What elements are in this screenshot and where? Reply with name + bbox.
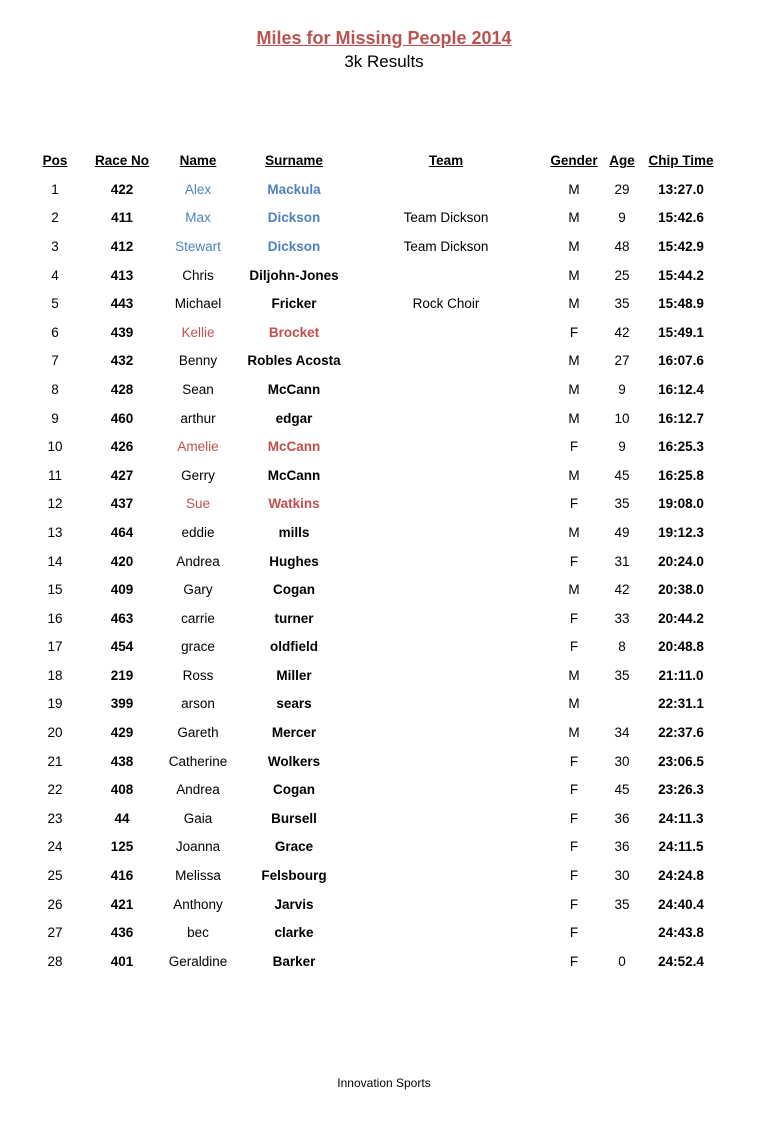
cell-team bbox=[348, 575, 544, 604]
table-row bbox=[22, 204, 722, 233]
cell-race-no: 416 bbox=[110, 868, 134, 884]
cell-surname: Miller bbox=[276, 667, 312, 683]
cell-pos: 27 bbox=[47, 925, 63, 941]
table-row bbox=[22, 661, 722, 690]
cell-pos: 26 bbox=[47, 896, 63, 912]
cell-age: 9 bbox=[618, 210, 626, 226]
table-row bbox=[22, 518, 722, 547]
cell-name: arson bbox=[181, 696, 215, 712]
table-row bbox=[22, 404, 722, 433]
cell-race-no: 44 bbox=[114, 810, 130, 826]
cell-name: Anthony bbox=[173, 896, 223, 912]
cell-race-no: 454 bbox=[110, 639, 134, 655]
cell-team bbox=[348, 175, 544, 204]
cell-age: 10 bbox=[614, 410, 630, 426]
table-row bbox=[22, 804, 722, 833]
cell-chip-time: 16:12.7 bbox=[658, 410, 704, 426]
cell-surname: Brocket bbox=[268, 324, 320, 340]
cell-pos: 11 bbox=[47, 467, 62, 483]
cell-surname: oldfield bbox=[270, 639, 318, 655]
cell-surname: Mackula bbox=[267, 181, 321, 197]
cell-race-no: 443 bbox=[110, 296, 134, 312]
cell-chip-time: 15:49.1 bbox=[658, 324, 704, 340]
cell-team bbox=[348, 947, 544, 976]
cell-gender: M bbox=[568, 353, 580, 369]
cell-age: 45 bbox=[614, 782, 630, 798]
cell-name: Sean bbox=[182, 381, 214, 397]
cell-pos: 15 bbox=[47, 582, 63, 598]
cell-surname: Watkins bbox=[268, 496, 320, 512]
cell-age: 29 bbox=[614, 181, 630, 197]
cell-name: Michael bbox=[174, 296, 222, 312]
cell-surname: Cogan bbox=[273, 782, 315, 798]
cell-gender: F bbox=[569, 753, 579, 769]
table-row bbox=[22, 690, 722, 719]
cell-chip-time: 21:11.0 bbox=[658, 667, 704, 683]
cell-name: Andrea bbox=[176, 782, 220, 798]
table-row bbox=[22, 175, 722, 204]
cell-team bbox=[348, 890, 544, 919]
results-table-header bbox=[22, 146, 722, 175]
cell-surname: Wolkers bbox=[267, 753, 321, 769]
table-row bbox=[22, 633, 722, 662]
cell-name: carrie bbox=[181, 610, 215, 626]
cell-name: eddie bbox=[181, 524, 215, 540]
cell-team bbox=[348, 604, 544, 633]
cell-team bbox=[348, 261, 544, 290]
cell-chip-time: 22:31.1 bbox=[658, 696, 704, 712]
cell-age bbox=[604, 690, 640, 719]
cell-gender: F bbox=[569, 553, 579, 569]
cell-chip-time: 16:25.8 bbox=[658, 467, 704, 483]
table-row bbox=[22, 261, 722, 290]
column-header-name: Name bbox=[179, 153, 217, 168]
table-row bbox=[22, 490, 722, 519]
table-row bbox=[22, 432, 722, 461]
header-row bbox=[22, 146, 722, 175]
cell-gender: F bbox=[569, 610, 579, 626]
cell-gender: M bbox=[568, 696, 580, 712]
cell-gender: M bbox=[568, 210, 580, 226]
table-row bbox=[22, 604, 722, 633]
cell-chip-time: 16:07.6 bbox=[658, 353, 704, 369]
cell-race-no: 412 bbox=[110, 238, 134, 254]
cell-gender: F bbox=[569, 324, 579, 340]
cell-race-no: 429 bbox=[110, 725, 134, 741]
cell-pos: 13 bbox=[47, 524, 63, 540]
cell-pos: 2 bbox=[51, 210, 59, 226]
cell-surname: Diljohn-Jones bbox=[249, 267, 339, 283]
cell-pos: 23 bbox=[47, 810, 63, 826]
results-table bbox=[22, 146, 722, 976]
table-row bbox=[22, 947, 722, 976]
page-title: Miles for Missing People 2014 bbox=[256, 28, 512, 48]
cell-age: 42 bbox=[614, 324, 630, 340]
cell-age: 35 bbox=[614, 496, 630, 512]
cell-chip-time: 20:38.0 bbox=[658, 582, 704, 598]
cell-chip-time: 16:12.4 bbox=[658, 381, 704, 397]
cell-gender: F bbox=[569, 839, 579, 855]
cell-chip-time: 16:25.3 bbox=[658, 439, 704, 455]
cell-race-no: 125 bbox=[110, 839, 134, 855]
cell-surname: edgar bbox=[275, 410, 313, 426]
cell-team bbox=[348, 861, 544, 890]
cell-age: 49 bbox=[614, 524, 630, 540]
cell-gender: F bbox=[569, 953, 579, 969]
cell-race-no: 460 bbox=[110, 410, 134, 426]
cell-race-no: 436 bbox=[110, 925, 134, 941]
cell-age: 45 bbox=[614, 467, 630, 483]
cell-team bbox=[348, 747, 544, 776]
cell-pos: 22 bbox=[47, 782, 63, 798]
cell-surname: Barker bbox=[272, 953, 316, 969]
cell-surname: Robles Acosta bbox=[247, 353, 341, 369]
cell-gender: M bbox=[568, 467, 580, 483]
cell-pos: 12 bbox=[47, 496, 63, 512]
column-header-gender: Gender bbox=[550, 153, 598, 168]
cell-name: Catherine bbox=[168, 753, 228, 769]
cell-race-no: 422 bbox=[110, 181, 134, 197]
cell-gender: M bbox=[568, 181, 580, 197]
cell-gender: M bbox=[568, 582, 580, 598]
cell-team bbox=[348, 404, 544, 433]
cell-team: Rock Choir bbox=[412, 296, 480, 312]
footer-text: Innovation Sports bbox=[337, 1076, 431, 1090]
cell-team bbox=[348, 518, 544, 547]
cell-gender: M bbox=[568, 238, 580, 254]
cell-race-no: 409 bbox=[110, 582, 134, 598]
cell-name: Amelie bbox=[177, 439, 219, 455]
cell-name: Gaia bbox=[183, 810, 213, 826]
cell-name: grace bbox=[181, 639, 215, 655]
table-row bbox=[22, 547, 722, 576]
cell-chip-time: 24:52.4 bbox=[658, 953, 704, 969]
table-row bbox=[22, 232, 722, 261]
cell-age: 48 bbox=[614, 238, 630, 254]
cell-gender: F bbox=[569, 868, 579, 884]
cell-age bbox=[604, 918, 640, 947]
cell-age: 31 bbox=[614, 553, 630, 569]
cell-team bbox=[348, 547, 544, 576]
cell-name: Gary bbox=[183, 582, 213, 598]
table-row bbox=[22, 861, 722, 890]
cell-surname: Bursell bbox=[271, 810, 317, 826]
cell-chip-time: 13:27.0 bbox=[658, 181, 704, 197]
cell-chip-time: 15:42.9 bbox=[658, 238, 704, 254]
cell-surname: Dickson bbox=[267, 238, 321, 254]
cell-age: 9 bbox=[618, 439, 626, 455]
cell-age: 0 bbox=[618, 953, 626, 969]
cell-gender: M bbox=[568, 296, 580, 312]
cell-surname: Mercer bbox=[271, 725, 317, 741]
cell-chip-time: 15:48.9 bbox=[658, 296, 704, 312]
cell-age: 36 bbox=[614, 839, 630, 855]
cell-chip-time: 24:43.8 bbox=[658, 925, 704, 941]
column-header-chip-time: Chip Time bbox=[648, 153, 714, 168]
cell-pos: 6 bbox=[51, 324, 59, 340]
cell-team bbox=[348, 804, 544, 833]
cell-name: Melissa bbox=[175, 868, 221, 884]
cell-age: 35 bbox=[614, 296, 630, 312]
cell-chip-time: 23:06.5 bbox=[658, 753, 704, 769]
cell-team bbox=[348, 661, 544, 690]
cell-surname: McCann bbox=[267, 439, 321, 455]
cell-pos: 3 bbox=[51, 238, 59, 254]
cell-race-no: 432 bbox=[110, 353, 134, 369]
cell-surname: Grace bbox=[274, 839, 314, 855]
page-subtitle: 3k Results bbox=[344, 52, 424, 71]
table-row bbox=[22, 318, 722, 347]
cell-race-no: 427 bbox=[110, 467, 134, 483]
cell-gender: F bbox=[569, 782, 579, 798]
cell-pos: 25 bbox=[47, 868, 63, 884]
cell-pos: 10 bbox=[47, 439, 63, 455]
table-row bbox=[22, 461, 722, 490]
cell-name: Joanna bbox=[175, 839, 221, 855]
cell-race-no: 438 bbox=[110, 753, 134, 769]
cell-age: 35 bbox=[614, 896, 630, 912]
cell-team: Team Dickson bbox=[403, 210, 489, 226]
cell-team bbox=[348, 633, 544, 662]
cell-chip-time: 23:26.3 bbox=[658, 782, 704, 798]
cell-race-no: 439 bbox=[110, 324, 134, 340]
cell-surname: sears bbox=[276, 696, 312, 712]
cell-chip-time: 15:44.2 bbox=[658, 267, 704, 283]
cell-pos: 21 bbox=[47, 753, 63, 769]
results-table-body bbox=[22, 175, 722, 976]
cell-race-no: 464 bbox=[110, 524, 134, 540]
cell-name: bec bbox=[187, 925, 209, 941]
cell-pos: 20 bbox=[47, 725, 63, 741]
column-header-pos: Pos bbox=[42, 153, 68, 168]
cell-team: Team Dickson bbox=[403, 238, 489, 254]
cell-pos: 9 bbox=[51, 410, 59, 426]
cell-name: Chris bbox=[182, 267, 214, 283]
cell-age: 35 bbox=[614, 667, 630, 683]
cell-gender: M bbox=[568, 667, 580, 683]
cell-age: 33 bbox=[614, 610, 630, 626]
cell-chip-time: 20:44.2 bbox=[658, 610, 704, 626]
cell-team bbox=[348, 490, 544, 519]
cell-team bbox=[348, 375, 544, 404]
cell-pos: 1 bbox=[51, 181, 59, 197]
cell-surname: Hughes bbox=[269, 553, 319, 569]
cell-surname: Jarvis bbox=[274, 896, 314, 912]
cell-name: Kellie bbox=[181, 324, 215, 340]
cell-surname: Felsbourg bbox=[261, 868, 327, 884]
cell-pos: 17 bbox=[47, 639, 63, 655]
cell-chip-time: 20:24.0 bbox=[658, 553, 704, 569]
cell-chip-time: 24:11.3 bbox=[658, 810, 704, 826]
cell-name: Ross bbox=[182, 667, 214, 683]
cell-gender: M bbox=[568, 381, 580, 397]
cell-race-no: 408 bbox=[110, 782, 134, 798]
cell-pos: 8 bbox=[51, 381, 59, 397]
cell-name: Sue bbox=[185, 496, 211, 512]
cell-gender: F bbox=[569, 810, 579, 826]
table-row bbox=[22, 575, 722, 604]
cell-race-no: 411 bbox=[111, 210, 133, 226]
cell-age: 30 bbox=[614, 868, 630, 884]
cell-gender: M bbox=[568, 267, 580, 283]
table-row bbox=[22, 833, 722, 862]
cell-team bbox=[348, 833, 544, 862]
cell-race-no: 437 bbox=[110, 496, 134, 512]
cell-age: 36 bbox=[614, 810, 630, 826]
table-row bbox=[22, 718, 722, 747]
cell-name: Stewart bbox=[175, 238, 221, 254]
cell-name: Max bbox=[185, 210, 211, 226]
cell-pos: 18 bbox=[47, 667, 63, 683]
cell-chip-time: 22:37.6 bbox=[658, 725, 704, 741]
cell-surname: McCann bbox=[267, 467, 321, 483]
cell-race-no: 426 bbox=[110, 439, 134, 455]
cell-name: Gerry bbox=[181, 467, 215, 483]
cell-gender: M bbox=[568, 725, 580, 741]
cell-name: Geraldine bbox=[168, 953, 228, 969]
cell-age: 30 bbox=[614, 753, 630, 769]
cell-name: Benny bbox=[178, 353, 218, 369]
cell-gender: F bbox=[569, 925, 579, 941]
column-header-age: Age bbox=[609, 153, 635, 168]
cell-chip-time: 19:08.0 bbox=[658, 496, 704, 512]
cell-pos: 7 bbox=[51, 353, 59, 369]
cell-chip-time: 24:24.8 bbox=[658, 868, 704, 884]
cell-team bbox=[348, 718, 544, 747]
cell-gender: F bbox=[569, 439, 579, 455]
cell-age: 25 bbox=[614, 267, 630, 283]
cell-name: arthur bbox=[180, 410, 216, 426]
cell-name: Alex bbox=[184, 181, 212, 197]
cell-pos: 19 bbox=[47, 696, 63, 712]
cell-surname: Dickson bbox=[267, 210, 321, 226]
table-row bbox=[22, 890, 722, 919]
cell-name: Andrea bbox=[176, 553, 220, 569]
cell-gender: M bbox=[568, 410, 580, 426]
cell-pos: 28 bbox=[47, 953, 63, 969]
cell-race-no: 401 bbox=[110, 953, 134, 969]
cell-age: 34 bbox=[614, 725, 630, 741]
cell-pos: 14 bbox=[47, 553, 63, 569]
cell-team bbox=[348, 775, 544, 804]
column-header-race-no: Race No bbox=[94, 153, 150, 168]
cell-age: 42 bbox=[614, 582, 630, 598]
cell-pos: 4 bbox=[51, 267, 59, 283]
cell-age: 9 bbox=[618, 381, 626, 397]
cell-chip-time: 15:42.6 bbox=[658, 210, 704, 226]
table-row bbox=[22, 347, 722, 376]
cell-gender: F bbox=[569, 639, 579, 655]
cell-team bbox=[348, 347, 544, 376]
table-row bbox=[22, 375, 722, 404]
cell-gender: F bbox=[569, 496, 579, 512]
column-header-team: Team bbox=[428, 153, 464, 168]
cell-team bbox=[348, 918, 544, 947]
cell-race-no: 399 bbox=[110, 696, 134, 712]
cell-chip-time: 24:11.5 bbox=[658, 839, 704, 855]
cell-surname: clarke bbox=[274, 925, 314, 941]
cell-gender: F bbox=[569, 896, 579, 912]
cell-age: 27 bbox=[614, 353, 630, 369]
column-header-surname: Surname bbox=[265, 153, 323, 168]
table-row bbox=[22, 747, 722, 776]
table-row bbox=[22, 918, 722, 947]
cell-race-no: 428 bbox=[110, 381, 134, 397]
table-row bbox=[22, 289, 722, 318]
cell-team bbox=[348, 432, 544, 461]
cell-surname: mills bbox=[278, 524, 310, 540]
cell-team bbox=[348, 318, 544, 347]
cell-race-no: 413 bbox=[110, 267, 134, 283]
cell-surname: Fricker bbox=[271, 296, 317, 312]
cell-race-no: 421 bbox=[110, 896, 134, 912]
cell-age: 8 bbox=[618, 639, 626, 655]
cell-pos: 16 bbox=[47, 610, 63, 626]
cell-surname: turner bbox=[274, 610, 314, 626]
cell-race-no: 420 bbox=[110, 553, 134, 569]
cell-name: Gareth bbox=[177, 725, 219, 741]
cell-chip-time: 19:12.3 bbox=[658, 524, 704, 540]
cell-pos: 5 bbox=[51, 296, 59, 312]
cell-chip-time: 24:40.4 bbox=[658, 896, 704, 912]
table-row bbox=[22, 775, 722, 804]
cell-race-no: 463 bbox=[110, 610, 134, 626]
cell-team bbox=[348, 461, 544, 490]
cell-race-no: 219 bbox=[110, 667, 134, 683]
cell-surname: Cogan bbox=[273, 582, 315, 598]
cell-pos: 24 bbox=[47, 839, 63, 855]
cell-chip-time: 20:48.8 bbox=[658, 639, 704, 655]
cell-gender: M bbox=[568, 524, 580, 540]
cell-team bbox=[348, 690, 544, 719]
cell-surname: McCann bbox=[267, 381, 321, 397]
